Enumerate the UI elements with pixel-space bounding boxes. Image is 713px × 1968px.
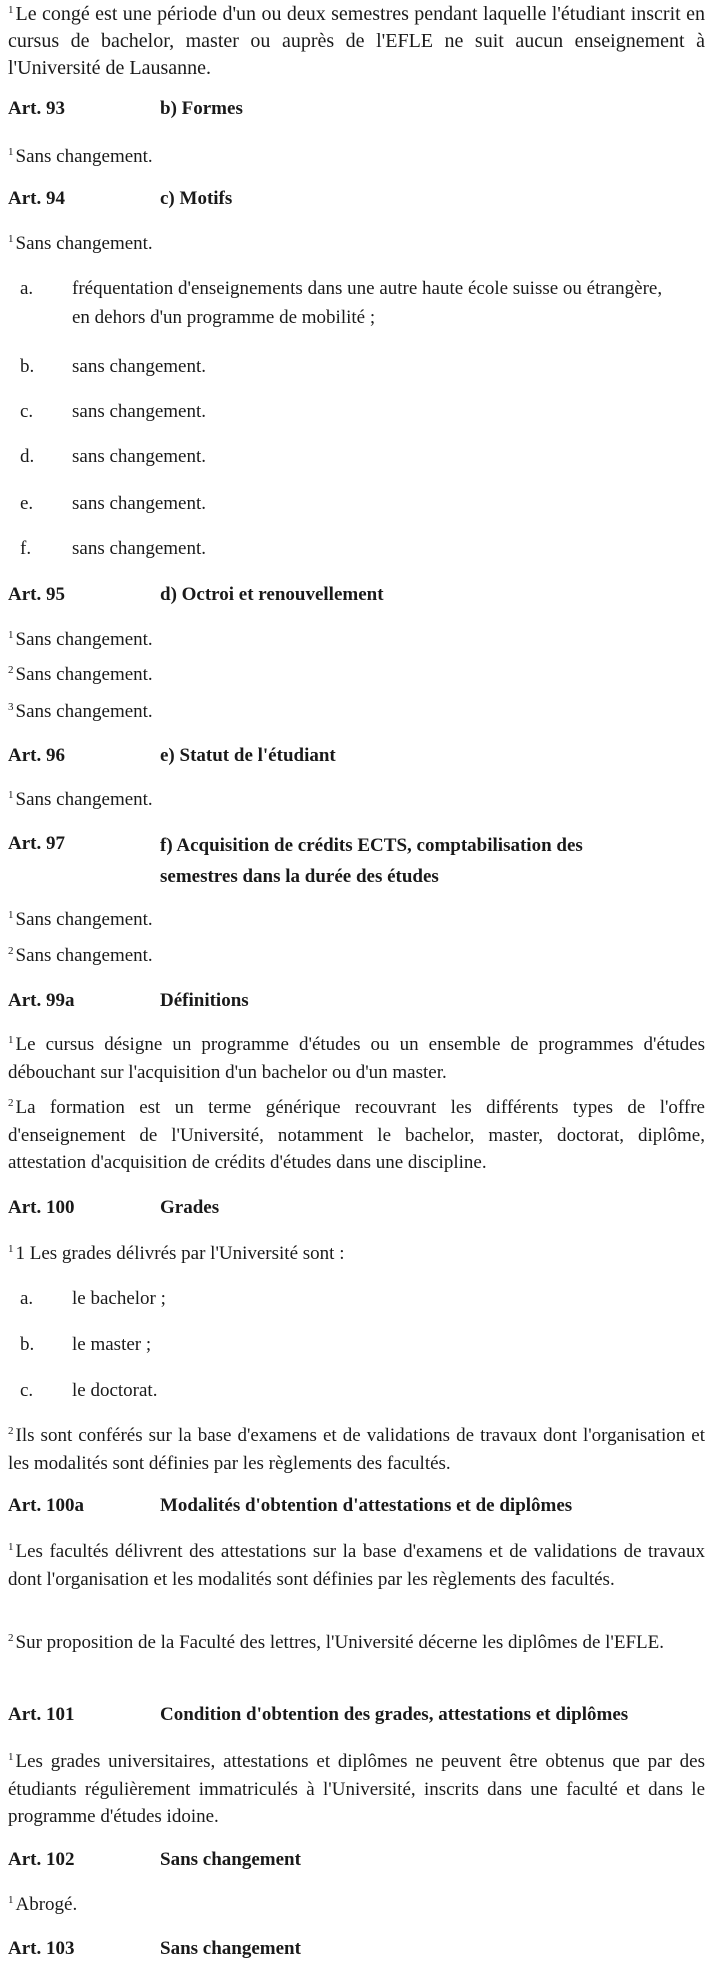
article-title: Grades bbox=[160, 1197, 220, 1218]
article-title: e) Statut de l'étudiant bbox=[160, 745, 336, 766]
article-number: Art. 102 bbox=[8, 1849, 75, 1870]
paragraph bbox=[8, 942, 705, 970]
paragraph bbox=[8, 1240, 705, 1268]
paragraph bbox=[8, 1031, 705, 1086]
article-number: Art. 93 bbox=[8, 98, 65, 119]
article-title: Définitions bbox=[160, 990, 249, 1011]
paragraph-number: 1 bbox=[8, 629, 14, 641]
paragraph bbox=[8, 786, 705, 814]
article-title: Condition d'obtention des grades, attestations et diplômes bbox=[160, 1704, 629, 1725]
paragraph-text: Sur proposition de la Faculté des lettres, l'Université décerne les diplômes de l'EFLE. bbox=[15, 1632, 664, 1653]
paragraph-text: Les grades universitaires, attestations et diplômes ne peuvent être obtenus que par des étudiants régulièrement immatriculés à l'Université, inscrits dans une faculté et dans le programme d'études idoine. bbox=[8, 1751, 705, 1827]
article-number: Art. 96 bbox=[8, 745, 65, 766]
list-text: le doctorat. bbox=[72, 1380, 158, 1401]
list-marker: b. bbox=[20, 1334, 35, 1355]
paragraph-number: 2 bbox=[8, 1097, 14, 1109]
list-marker: c. bbox=[20, 1380, 34, 1401]
paragraph bbox=[8, 626, 705, 654]
paragraph-text: Sans changement. bbox=[15, 789, 153, 810]
paragraph-number: 1 bbox=[8, 1894, 14, 1906]
paragraph-number: 2 bbox=[8, 664, 14, 676]
paragraph-number: 1 bbox=[8, 4, 14, 16]
paragraph-text: Sans changement. bbox=[15, 233, 153, 254]
list-marker: a. bbox=[20, 1288, 34, 1309]
list-text: le bachelor ; bbox=[72, 1288, 166, 1309]
paragraph-number: 3 bbox=[8, 701, 14, 713]
paragraph bbox=[8, 906, 705, 934]
paragraph-text: Abrogé. bbox=[15, 1894, 78, 1915]
paragraph bbox=[8, 1422, 705, 1477]
paragraph bbox=[8, 230, 705, 258]
paragraph-number: 2 bbox=[8, 1425, 14, 1437]
paragraph-text: Sans changement. bbox=[15, 629, 153, 650]
paragraph-text: Les facultés délivrent des attestations sur la base d'examens et de validations de travaux dont l'organisation et les modalités sont définies par les règlements des facultés. bbox=[8, 1541, 705, 1590]
paragraph-text: Sans changement. bbox=[15, 909, 153, 930]
article-number: Art. 101 bbox=[8, 1704, 75, 1725]
list-text: sans changement. bbox=[72, 446, 207, 467]
paragraph-text: La formation est un terme générique recouvrant les différents types de l'offre d'enseignement de l'Université, notamment le bachelor, master, doctorat, diplôme, attestation d'acquisition de crédits d'études dans une discipline. bbox=[8, 1097, 705, 1173]
paragraph bbox=[8, 661, 705, 689]
list-marker: a. bbox=[20, 278, 34, 299]
paragraph bbox=[8, 1094, 705, 1177]
article-number: Art. 100a bbox=[8, 1495, 84, 1516]
article-number: Art. 103 bbox=[8, 1938, 75, 1959]
paragraph-text: Sans changement. bbox=[15, 146, 153, 167]
article-title: Modalités d'obtention d'attestations et de diplômes bbox=[160, 1495, 573, 1516]
list-text: le master ; bbox=[72, 1334, 152, 1355]
article-title: Sans changement bbox=[160, 1938, 301, 1959]
paragraph-number: 1 bbox=[8, 1751, 14, 1763]
article-number: Art. 95 bbox=[8, 584, 65, 605]
paragraph bbox=[8, 1891, 705, 1919]
paragraph-number: 1 bbox=[8, 1541, 14, 1553]
list-marker: e. bbox=[20, 493, 34, 514]
paragraph-text: Ils sont conférés sur la base d'examens et de validations de travaux dont l'organisation et les modalités sont définies par les règlements des facultés. bbox=[8, 1425, 705, 1474]
list-text: sans changement. bbox=[72, 356, 207, 377]
paragraph-text: Sans changement. bbox=[15, 701, 153, 722]
list-marker: f. bbox=[20, 538, 32, 559]
paragraph-text: Sans changement. bbox=[15, 945, 153, 966]
article-title: f) Acquisition de crédits ECTS, comptabilisation des semestres dans la durée des études bbox=[160, 835, 583, 887]
list-text: sans changement. bbox=[72, 493, 207, 514]
article-number: Art. 100 bbox=[8, 1197, 75, 1218]
paragraph bbox=[8, 1748, 705, 1831]
article-title: b) Formes bbox=[160, 98, 243, 119]
list-text: sans changement. bbox=[72, 401, 207, 422]
article-number: Art. 97 bbox=[8, 833, 65, 854]
list-text: fréquentation d'enseignements dans une autre haute école suisse ou étrangère, en dehors d'un programme de mobilité ; bbox=[72, 278, 663, 328]
article-title: d) Octroi et renouvellement bbox=[160, 584, 384, 605]
article-number: Art. 99a bbox=[8, 990, 75, 1011]
paragraph-number: 1 bbox=[8, 146, 14, 158]
article-title: Sans changement bbox=[160, 1849, 301, 1870]
paragraph bbox=[8, 1629, 705, 1657]
paragraph-text: 1 Les grades délivrés par l'Université sont : bbox=[15, 1243, 345, 1264]
paragraph-number: 1 bbox=[8, 1243, 14, 1255]
paragraph-number: 1 bbox=[8, 1034, 14, 1046]
article-title: c) Motifs bbox=[160, 188, 233, 209]
intro-paragraph bbox=[8, 1, 705, 82]
paragraph bbox=[8, 143, 705, 171]
list-marker: c. bbox=[20, 401, 34, 422]
paragraph-text: Sans changement. bbox=[15, 664, 153, 685]
paragraph-text: Le cursus désigne un programme d'études ou un ensemble de programmes d'études débouchant sur l'acquisition d'un bachelor ou d'un master. bbox=[8, 1034, 705, 1083]
paragraph-number: 2 bbox=[8, 1632, 14, 1644]
paragraph-number: 1 bbox=[8, 789, 14, 801]
paragraph-number: 1 bbox=[8, 909, 14, 921]
list-text: sans changement. bbox=[72, 538, 207, 559]
list-marker: d. bbox=[20, 446, 35, 467]
paragraph-number: 1 bbox=[8, 233, 14, 245]
article-number: Art. 94 bbox=[8, 188, 65, 209]
paragraph bbox=[8, 1538, 705, 1593]
list-marker: b. bbox=[20, 356, 35, 377]
paragraph-text: Le congé est une période d'un ou deux semestres pendant laquelle l'étudiant inscrit en cursus de bachelor, master ou auprès de l'EFLE ne suit aucun enseignement à l'Université de Lausanne. bbox=[8, 3, 705, 79]
paragraph bbox=[8, 698, 705, 726]
paragraph-number: 2 bbox=[8, 945, 14, 957]
